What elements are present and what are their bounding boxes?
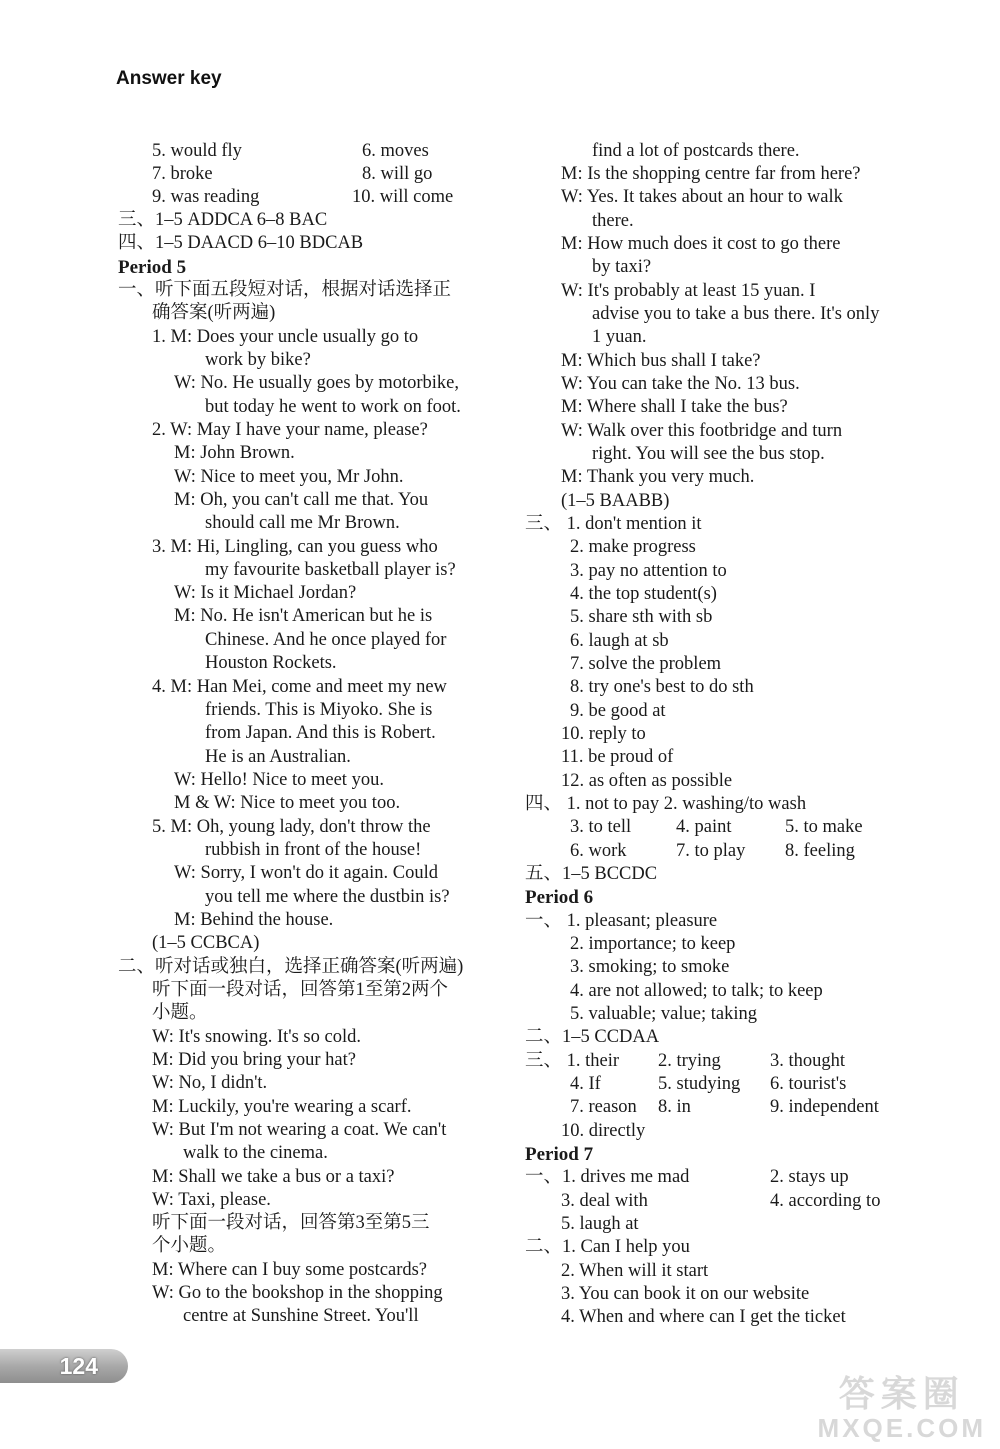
answer-line: 2. make progress [570, 537, 696, 557]
answer-line: 2. When will it start [561, 1261, 709, 1281]
answer-line: 6. laugh at sb [570, 631, 669, 651]
answer-line: W: Hello! Nice to meet you. [174, 770, 384, 790]
answer-line: rubbish in front of the house! [205, 840, 422, 860]
answer-line: you tell me where the dustbin is? [205, 887, 450, 907]
answer-line: M: Behind the house. [174, 910, 334, 930]
answer-line: 4. When and where can I get the ticket [561, 1307, 846, 1327]
answer-line: 二、1–5 CCDAA [525, 1027, 660, 1047]
answer-line: 3. to tell [570, 817, 632, 837]
answer-line: W: But I'm not wearing a coat. We can't [152, 1120, 447, 1140]
answer-line: 9. was reading [152, 187, 260, 207]
answer-line: 四、 1. not to pay 2. washing/to wash [525, 794, 807, 814]
answer-line: 5. valuable; value; taking [570, 1004, 757, 1024]
answer-line: 10. will come [352, 187, 454, 207]
answer-line: 9. be good at [570, 701, 666, 721]
answer-line: 3. You can book it on our website [561, 1284, 810, 1304]
section-heading: Period 6 [525, 887, 594, 908]
answer-line: 8. feeling [785, 841, 855, 861]
answer-line: 一、1. drives me mad [525, 1167, 690, 1187]
answer-line: 8. in [658, 1097, 691, 1117]
answer-line: 3. M: Hi, Lingling, can you guess who [152, 537, 438, 557]
answer-line: 4. If [570, 1074, 601, 1094]
answer-line: 6. moves [362, 141, 429, 161]
answer-line: W: Nice to meet you, Mr John. [174, 467, 404, 487]
answer-line: M: Where can I buy some postcards? [152, 1260, 428, 1280]
answer-line: 1 yuan. [592, 327, 647, 347]
answer-line: 11. be proud of [561, 747, 674, 767]
watermark-logo [818, 1374, 986, 1442]
answer-line: W: Walk over this footbridge and turn [561, 421, 843, 441]
answer-line: 8. try one's best to do sth [570, 677, 754, 697]
answer-line: 4. M: Han Mei, come and meet my new [152, 677, 447, 697]
answer-line: M: Oh, you can't call me that. You [174, 490, 429, 510]
answer-line: advise you to take a bus there. It's only [592, 304, 880, 324]
answer-line: 1. M: Does your uncle usually go to [152, 327, 419, 347]
page-header: Answer key [116, 68, 222, 89]
answer-line: 听下面一段对话，回答第1至第2两个 [152, 980, 449, 1000]
answer-line: 4. according to [770, 1191, 881, 1211]
answer-line: by taxi? [592, 257, 652, 277]
answer-line: 4. the top student(s) [570, 584, 717, 604]
answer-line: 二、听对话或独白，选择正确答案(听两遍) [118, 957, 464, 977]
watermark-line-2: MXQE.COM [817, 1412, 986, 1443]
answer-line: W: It's snowing. It's so cold. [152, 1027, 361, 1047]
answer-line: W: Is it Michael Jordan? [174, 583, 357, 603]
answer-line: Chinese. And he once played for [205, 630, 447, 650]
answer-line: 2. W: May I have your name, please? [152, 420, 428, 440]
answer-line: 4. are not allowed; to talk; to keep [570, 981, 823, 1001]
answer-line: there. [592, 211, 634, 231]
answer-line: (1–5 BAABB) [561, 491, 670, 511]
answer-line: M: How much does it cost to go there [561, 234, 841, 254]
answer-line: 6. work [570, 841, 627, 861]
answer-line: 9. independent [770, 1097, 879, 1117]
answer-line: M: No. He isn't American but he is [174, 606, 433, 626]
answer-line: 确答案(听两遍) [152, 303, 276, 323]
answer-line: W: You can take the No. 13 bus. [561, 374, 800, 394]
section-heading: Period 7 [525, 1144, 594, 1165]
answer-line: M: Is the shopping centre far from here? [561, 164, 861, 184]
answer-line: 2. importance; to keep [570, 934, 736, 954]
answer-line: centre at Sunshine Street. You'll [183, 1306, 419, 1326]
answer-line: 3. smoking; to smoke [570, 957, 730, 977]
answer-line: 3. deal with [561, 1191, 648, 1211]
answer-line: (1–5 CCBCA) [152, 933, 260, 953]
answer-line: 12. as often as possible [561, 771, 733, 791]
answer-line: M: John Brown. [174, 443, 295, 463]
answer-line: 听下面一段对话，回答第3至第5三 [152, 1213, 430, 1233]
answer-line: 5. share sth with sb [570, 607, 713, 627]
answer-line: find a lot of postcards there. [592, 141, 800, 161]
answer-line: W: It's probably at least 15 yuan. I [561, 281, 816, 301]
answer-line: 5. would fly [152, 141, 242, 161]
answer-line: 3. thought [770, 1051, 846, 1071]
answer-line: 5. M: Oh, young lady, don't throw the [152, 817, 431, 837]
answer-line: 一、 1. pleasant; pleasure [525, 911, 718, 931]
page-number: 124 [0, 1349, 128, 1383]
answer-line: 7. reason [570, 1097, 637, 1117]
watermark-line-1: 答案圈 [838, 1373, 965, 1414]
answer-line: 小题。 [152, 1003, 208, 1023]
answer-line: friends. This is Miyoko. She is [205, 700, 433, 720]
answer-line: 5. laugh at [561, 1214, 639, 1234]
answer-line: 7. broke [152, 164, 213, 184]
answer-line: 2. trying [658, 1051, 721, 1071]
answer-line: 10. reply to [561, 724, 646, 744]
answer-line: M: Which bus shall I take? [561, 351, 761, 371]
answer-line: Houston Rockets. [205, 653, 337, 673]
answer-line: 4. paint [676, 817, 732, 837]
answer-line: W: No, I didn't. [152, 1073, 268, 1093]
answer-line: 7. solve the problem [570, 654, 722, 674]
answer-line: W: Yes. It takes about an hour to walk [561, 187, 843, 207]
answer-line: from Japan. And this is Robert. [205, 723, 436, 743]
answer-line: W: Taxi, please. [152, 1190, 271, 1210]
answer-line: M: Where shall I take the bus? [561, 397, 788, 417]
answer-line: 三、1–5 ADDCA 6–8 BAC [118, 210, 328, 230]
answer-line: M: Did you bring your hat? [152, 1050, 356, 1070]
answer-line: 10. directly [561, 1121, 646, 1141]
answer-line: W: No. He usually goes by motorbike, [174, 373, 459, 393]
answer-line: 8. will go [362, 164, 433, 184]
answer-line: M & W: Nice to meet you too. [174, 793, 401, 813]
answer-line: W: Sorry, I won't do it again. Could [174, 863, 439, 883]
answer-line: 3. pay no attention to [570, 561, 727, 581]
answer-line: but today he went to work on foot. [205, 397, 461, 417]
section-heading: Period 5 [118, 257, 187, 278]
answer-line: work by bike? [205, 350, 311, 370]
answer-line: 6. tourist's [770, 1074, 847, 1094]
answer-line: M: Thank you very much. [561, 467, 755, 487]
answer-line: should call me Mr Brown. [205, 513, 400, 533]
answer-line: M: Luckily, you're wearing a scarf. [152, 1097, 412, 1117]
answer-line: walk to the cinema. [183, 1143, 328, 1163]
answer-line: 7. to play [676, 841, 746, 861]
answer-line: right. You will see the bus stop. [592, 444, 825, 464]
answer-line: 2. stays up [770, 1167, 849, 1187]
answer-line: 个小题。 [152, 1236, 227, 1256]
answer-line: 二、1. Can I help you [525, 1237, 690, 1257]
answer-line: W: Go to the bookshop in the shopping [152, 1283, 443, 1303]
answer-line: my favourite basketball player is? [205, 560, 456, 580]
answer-line: 5. studying [658, 1074, 741, 1094]
answer-line: 5. to make [785, 817, 863, 837]
answer-line: 五、1–5 BCCDC [525, 864, 658, 884]
answer-line: 三、 1. their [525, 1051, 620, 1071]
answer-line: M: Shall we take a bus or a taxi? [152, 1167, 395, 1187]
answer-line: 四、1–5 DAACD 6–10 BDCAB [118, 233, 364, 253]
answer-line: 一、听下面五段短对话，根据对话选择正 [118, 280, 452, 300]
answer-line: 三、 1. don't mention it [525, 514, 702, 534]
answer-line: He is an Australian. [205, 747, 351, 767]
